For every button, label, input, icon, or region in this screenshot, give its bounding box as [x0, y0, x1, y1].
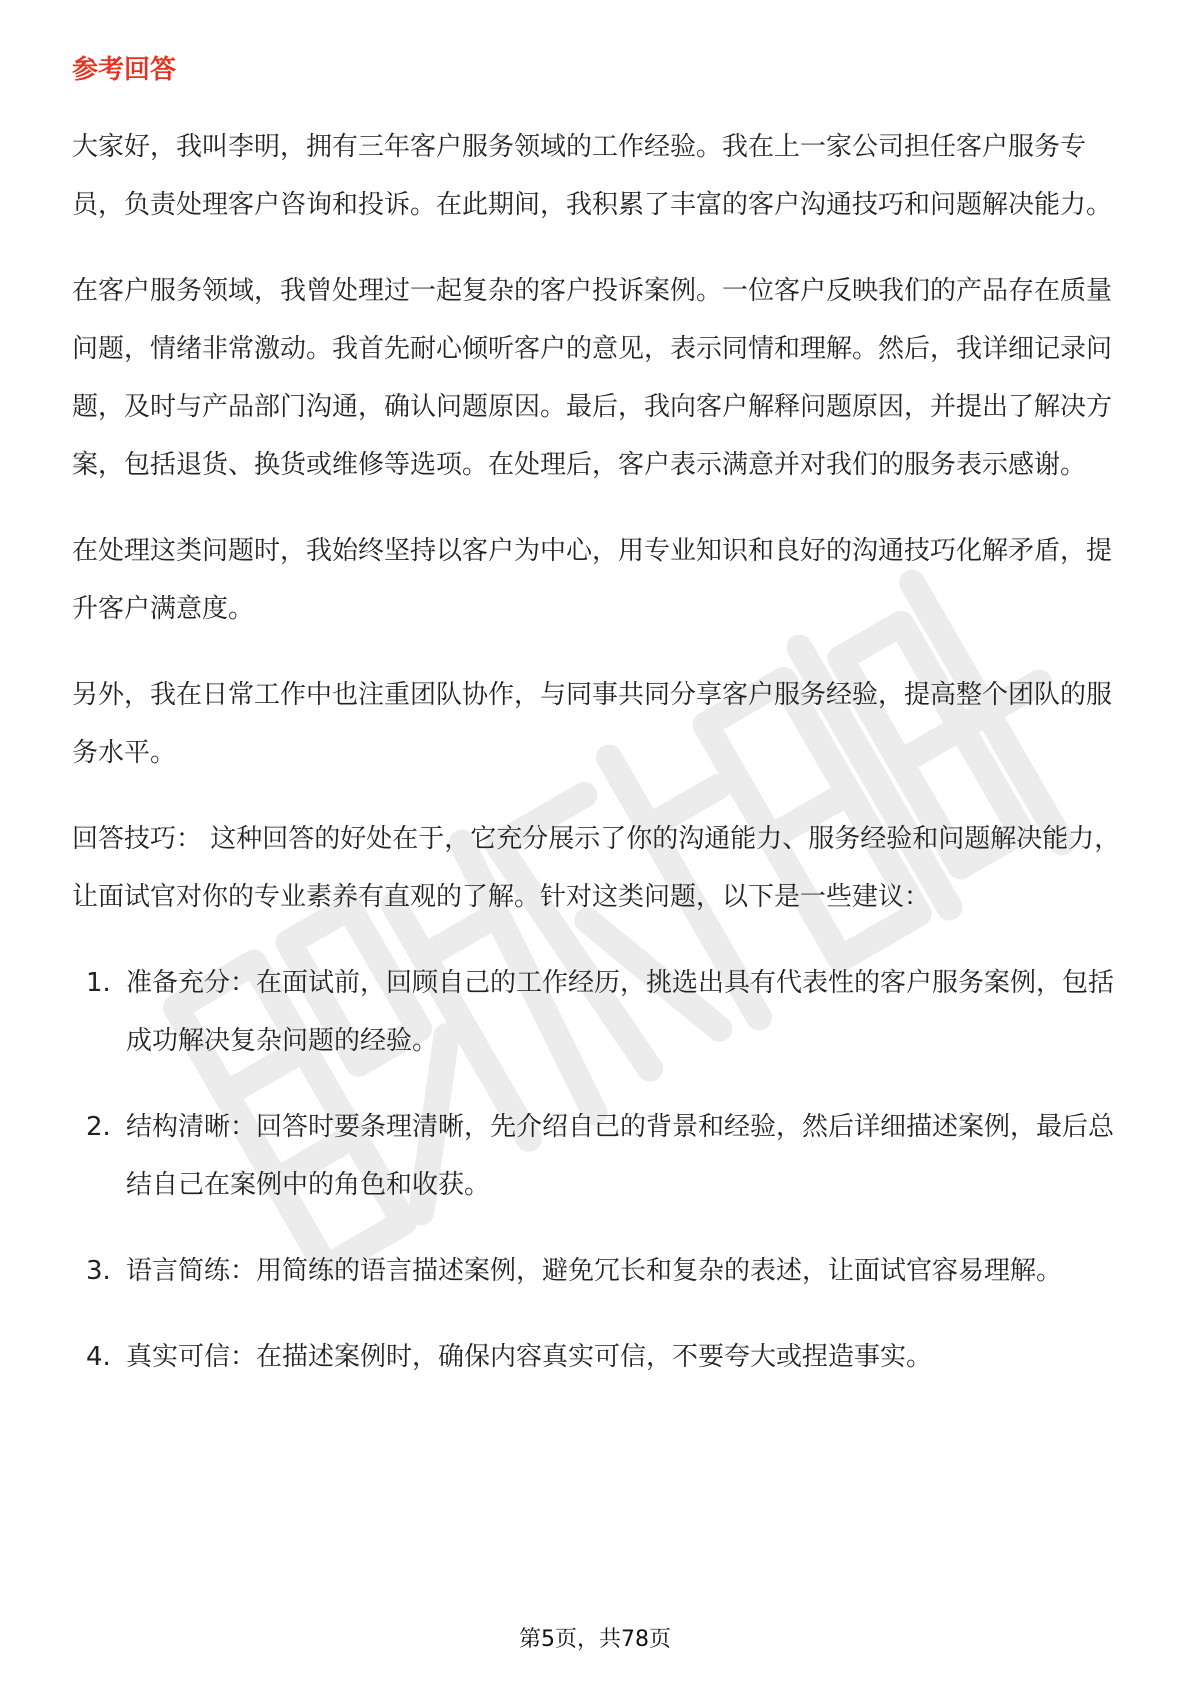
paragraph-tips-intro: 回答技巧： 这种回答的好处在于，它充分展示了你的沟通能力、服务经验和问题解决能力，让面试官对你的专业素养有直观的了解。针对这类问题，以下是一些建议： — [72, 824, 1121, 912]
list-item-text: 语言简练：用简练的语言描述案例，避免冗长和复杂的表述，让面试官容易理解。 — [126, 1256, 1063, 1286]
tips-list — [72, 954, 1122, 1386]
list-item-text: 准备充分：在面试前，回顾自己的工作经历，挑选出具有代表性的客户服务案例，包括成功解决复杂问题的经验。 — [126, 968, 1115, 1056]
list-item-number: 1. — [86, 968, 111, 998]
page-number-footer: 第5页，共78页 — [519, 1627, 671, 1652]
list-item-number: 2. — [86, 1112, 111, 1142]
paragraph-teamwork: 另外，我在日常工作中也注重团队协作，与同事共同分享客户服务经验，提高整个团队的服务水平。 — [72, 680, 1113, 768]
list-item — [72, 1242, 1122, 1300]
list-item — [72, 1098, 1122, 1214]
paragraph-principle: 在处理这类问题时，我始终坚持以客户为中心，用专业知识和良好的沟通技巧化解矛盾，提升客户满意度。 — [72, 536, 1113, 624]
list-item-number: 4. — [86, 1342, 111, 1372]
list-item-text: 真实可信：在描述案例时，确保内容真实可信，不要夸大或捏造事实。 — [126, 1342, 933, 1372]
section-title: 参考回答 — [72, 55, 177, 85]
list-item — [72, 1328, 1122, 1386]
paragraph-intro: 大家好，我叫李明，拥有三年客户服务领域的工作经验。我在上一家公司担任客户服务专员，负责处理客户咨询和投诉。在此期间，我积累了丰富的客户沟通技巧和问题解决能力。 — [72, 132, 1113, 220]
answer-content — [72, 118, 1122, 1414]
list-item-number: 3. — [86, 1256, 111, 1286]
list-item — [72, 954, 1122, 1070]
list-item-text: 结构清晰：回答时要条理清晰，先介绍自己的背景和经验，然后详细描述案例，最后总结自己在案例中的角色和收获。 — [126, 1112, 1115, 1200]
paragraph-case: 在客户服务领域，我曾处理过一起复杂的客户投诉案例。一位客户反映我们的产品存在质量问题，情绪非常激动。我首先耐心倾听客户的意见，表示同情和理解。然后，我详细记录问题，及时与产品部门沟通，确认问题原因。最后，我向客户解释问题原因，并提出了解决方案，包括退货、换货或维修等选项。在处理后，客户表示满意并对我们的服务表示感谢。 — [72, 276, 1113, 480]
